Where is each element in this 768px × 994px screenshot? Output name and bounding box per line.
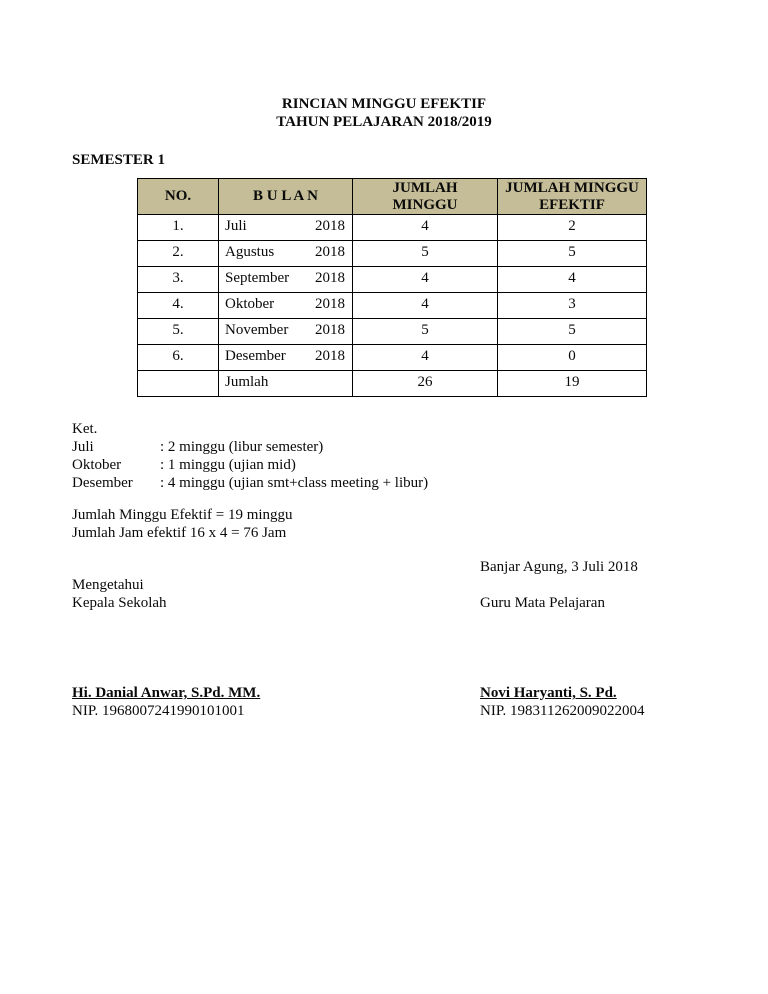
effective-weeks-table: [137, 178, 647, 397]
header-jumlah-minggu-efektif: JUMLAH MINGGU EFEKTIF: [498, 179, 647, 215]
sig-left-line1: Mengetahui: [72, 577, 144, 593]
month-name: September: [225, 270, 290, 286]
cell-bulan: [219, 293, 353, 319]
cell-no: 3.: [138, 267, 219, 293]
table-row: [138, 293, 647, 319]
sig-left-nip: NIP. 1968007241990101001: [72, 703, 245, 719]
cell-bulan: [219, 215, 353, 241]
notes-heading: Ket.: [72, 421, 98, 437]
place-date: Banjar Agung, 3 Juli 2018: [480, 559, 638, 575]
cell-total-label: Jumlah: [219, 371, 353, 397]
table-row: [138, 267, 647, 293]
note-item: [72, 438, 768, 456]
month-name: Oktober: [225, 296, 275, 312]
cell-minggu-efektif: 0: [498, 345, 647, 371]
cell-minggu-efektif: 5: [498, 319, 647, 345]
cell-bulan: [219, 345, 353, 371]
summary-effective-hours: Jumlah Jam efektif 16 x 4 = 76 Jam: [72, 525, 287, 541]
note-item: [72, 474, 768, 492]
table-row: [138, 319, 647, 345]
cell-bulan: [219, 241, 353, 267]
cell-jumlah-minggu: 4: [353, 267, 498, 293]
cell-bulan: [219, 319, 353, 345]
month-year: 2018: [315, 322, 345, 338]
note-value: : 4 minggu (ujian smt+class meeting + libur): [160, 475, 429, 491]
cell-no: 6.: [138, 345, 219, 371]
month-year: 2018: [315, 244, 345, 260]
table-row: [138, 345, 647, 371]
note-value: : 1 minggu (ujian mid): [160, 457, 296, 473]
cell-no-empty: [138, 371, 219, 397]
cell-jumlah-minggu: 4: [353, 215, 498, 241]
semester-heading: SEMESTER 1: [72, 152, 165, 168]
month-name: Desember: [225, 348, 286, 364]
document-title-block: [0, 0, 768, 131]
cell-jumlah-minggu: 4: [353, 345, 498, 371]
cell-no: 5.: [138, 319, 219, 345]
signature-space: [72, 612, 768, 684]
sig-left-name: Hi. Danial Anwar, S.Pd. MM.: [72, 685, 261, 701]
cell-no: 2.: [138, 241, 219, 267]
note-label: Juli: [72, 439, 94, 455]
cell-jumlah-minggu: 5: [353, 241, 498, 267]
cell-minggu-efektif: 5: [498, 241, 647, 267]
cell-total-minggu-efektif: 19: [498, 371, 647, 397]
cell-bulan: [219, 267, 353, 293]
cell-minggu-efektif: 4: [498, 267, 647, 293]
month-year: 2018: [315, 348, 345, 364]
month-year: 2018: [315, 218, 345, 234]
cell-jumlah-minggu: 5: [353, 319, 498, 345]
cell-minggu-efektif: 2: [498, 215, 647, 241]
table-total-row: [138, 371, 647, 397]
summary-effective-weeks: Jumlah Minggu Efektif = 19 minggu: [72, 507, 293, 523]
signature-section: [72, 558, 768, 720]
cell-minggu-efektif: 3: [498, 293, 647, 319]
month-name: Juli: [225, 218, 247, 234]
sig-right-empty: [480, 576, 768, 594]
sig-left-role: Kepala Sekolah: [72, 595, 167, 611]
month-name: November: [225, 322, 289, 338]
sig-right-role: Guru Mata Pelajaran: [480, 595, 605, 611]
month-year: 2018: [315, 270, 345, 286]
cell-no: 4.: [138, 293, 219, 319]
header-no: NO.: [138, 179, 219, 215]
sig-left-empty: [72, 558, 480, 576]
document-title-line1: RINCIAN MINGGU EFEKTIF: [281, 96, 487, 112]
document-title-line2: TAHUN PELAJARAN 2018/2019: [276, 114, 492, 130]
header-bulan: B U L A N: [219, 179, 353, 215]
table-row: [138, 241, 647, 267]
summary-section: [72, 506, 768, 542]
notes-section: [72, 420, 768, 492]
cell-no: 1.: [138, 215, 219, 241]
note-value: : 2 minggu (libur semester): [160, 439, 324, 455]
note-label: Oktober: [72, 457, 122, 473]
table-row: [138, 215, 647, 241]
cell-total-jumlah-minggu: 26: [353, 371, 498, 397]
month-year: 2018: [315, 296, 345, 312]
cell-jumlah-minggu: 4: [353, 293, 498, 319]
note-item: [72, 456, 768, 474]
note-label: Desember: [72, 475, 133, 491]
sig-right-name: Novi Haryanti, S. Pd.: [480, 685, 617, 701]
month-name: Agustus: [225, 244, 275, 260]
header-jumlah-minggu: JUMLAH MINGGU: [353, 179, 498, 215]
table-header-row: [138, 179, 647, 215]
sig-right-nip: NIP. 198311262009022004: [480, 703, 645, 719]
